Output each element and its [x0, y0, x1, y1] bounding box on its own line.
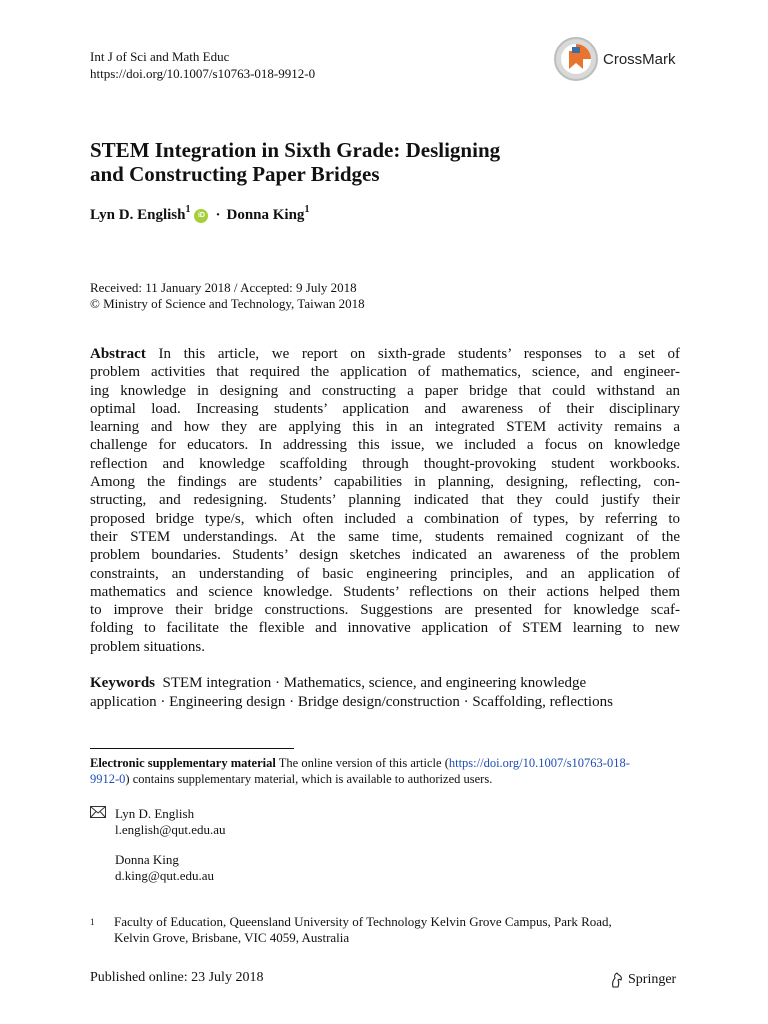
affiliation: [90, 914, 612, 946]
abstract-line: problem situations.: [90, 638, 205, 655]
abstract-line: Abstract In this article, we report on sixth-grade students’ responses to a set of: [90, 346, 681, 362]
abstract-line: reflection and knowledge scaffolding through thought-provoking student workbooks.: [90, 455, 680, 472]
journal-doi[interactable]: https://doi.org/10.1007/s10763-018-9912-0: [90, 66, 316, 81]
abstract-line: proposed bridge type/s, which often included a combination of types, by referring to: [90, 510, 680, 527]
abstract-line: constraints, an understanding of basic engineering principles, and an application of: [90, 565, 680, 582]
title-line-2: and Constructing Paper Bridges: [90, 162, 380, 186]
orcid-icon[interactable]: iD: [194, 209, 208, 223]
received-accepted-dates: Received: 11 January 2018 / Accepted: 9 July 2018: [90, 280, 357, 295]
abstract-line: problem boundaries. Students’ design sketches indicated an awareness of the problem: [90, 547, 680, 564]
abstract-line: mathematics and science knowledge. Students’ reflections on their actions helped them: [90, 583, 680, 600]
affiliation-line: Faculty of Education, Queensland University of Technology Kelvin Grove Campus, Park Road,: [114, 914, 612, 929]
journal-header: [90, 48, 315, 82]
keywords-heading: Keywords: [90, 675, 155, 691]
article-title: [90, 138, 680, 186]
keywords: [90, 674, 680, 712]
abstract-line: their STEM understandings. At the same time, students remained cognizant of the: [90, 528, 680, 545]
crossmark-badge[interactable]: [553, 36, 676, 82]
abstract-line: ing knowledge in designing and constructing a paper bridge that could withstand an: [90, 382, 680, 399]
abstract-line: folding to facilitate the flexible and innovative application of STEM learning to new: [90, 620, 680, 637]
supplementary-link[interactable]: https://doi.org/10.1007/s10763-018-: [448, 756, 630, 770]
title-line-1: STEM Integration in Sixth Grade: Desligning: [90, 138, 501, 162]
abstract-heading: Abstract: [90, 346, 146, 362]
publisher-logo: [610, 972, 676, 988]
affiliation-line: Kelvin Grove, Brisbane, VIC 4059, Australia: [114, 930, 350, 945]
abstract-line: learning and how they are applying this in an integrated STEM activity remains a: [90, 419, 680, 436]
crossmark-icon: [553, 36, 599, 82]
copyright-notice: © Ministry of Science and Technology, Taiwan 2018: [90, 296, 365, 311]
article-dates: [90, 280, 365, 312]
affiliation-marker: 1: [185, 204, 191, 215]
affiliation-number: 1: [90, 917, 95, 927]
keywords-line: Keywords STEM integration · Mathematics, science, and engineering knowledge: [90, 675, 587, 691]
published-date: Published online: 23 July 2018: [90, 970, 264, 985]
contact-email[interactable]: l.english@qut.edu.au: [115, 822, 226, 837]
publisher-name: Springer: [628, 972, 677, 987]
journal-name: Int J of Sci and Math Educ: [90, 49, 230, 64]
author-name[interactable]: Donna King: [226, 207, 305, 223]
author-list: [90, 204, 310, 224]
author-name[interactable]: Lyn D. English: [90, 207, 186, 223]
contact-entry: [90, 852, 226, 884]
contact-name: Donna King: [115, 852, 179, 867]
abstract-line: Among the findings are students’ capabilities in planning, designing, reflecting, con-: [90, 474, 680, 491]
abstract-line: structing, and redesigning. Students’ planning indicated that they could justify their: [90, 492, 680, 509]
contact-entry: [90, 806, 226, 838]
supplementary-link[interactable]: 9912-0: [90, 772, 126, 786]
abstract-line: to improve their bridge constructions. Suggestions are presented for knowledge scaf-: [90, 602, 680, 619]
affiliation-marker: 1: [304, 204, 310, 215]
mail-icon: [90, 806, 115, 838]
contact-email[interactable]: d.king@qut.edu.au: [115, 868, 214, 883]
abstract-line: challenge for educators. In addressing this issue, we included a focus on knowledge: [90, 437, 680, 454]
crossmark-label: CrossMark: [603, 50, 676, 68]
springer-horse-icon: [610, 972, 624, 988]
supplementary-heading: Electronic supplementary material: [90, 756, 276, 770]
abstract: [90, 345, 680, 656]
footnote-divider: [90, 748, 294, 749]
author-separator: ·: [215, 207, 221, 223]
abstract-line: problem activities that required the application of mathematics, science, and engineer-: [90, 364, 680, 381]
contact-name: Lyn D. English: [115, 806, 195, 821]
keywords-line: application · Engineering design · Bridge design/construction · Scaffolding, reflections: [90, 694, 613, 710]
abstract-line: optimal load. Increasing students’ application and awareness of their disciplinary: [90, 400, 680, 417]
corresponding-contacts: [90, 806, 226, 884]
supplementary-note: Electronic supplementary material The online version of this article (https://doi.org/10.1007/s10763-018- 9912-0) contains supplementary material, which is available to authorized users.: [90, 756, 630, 786]
